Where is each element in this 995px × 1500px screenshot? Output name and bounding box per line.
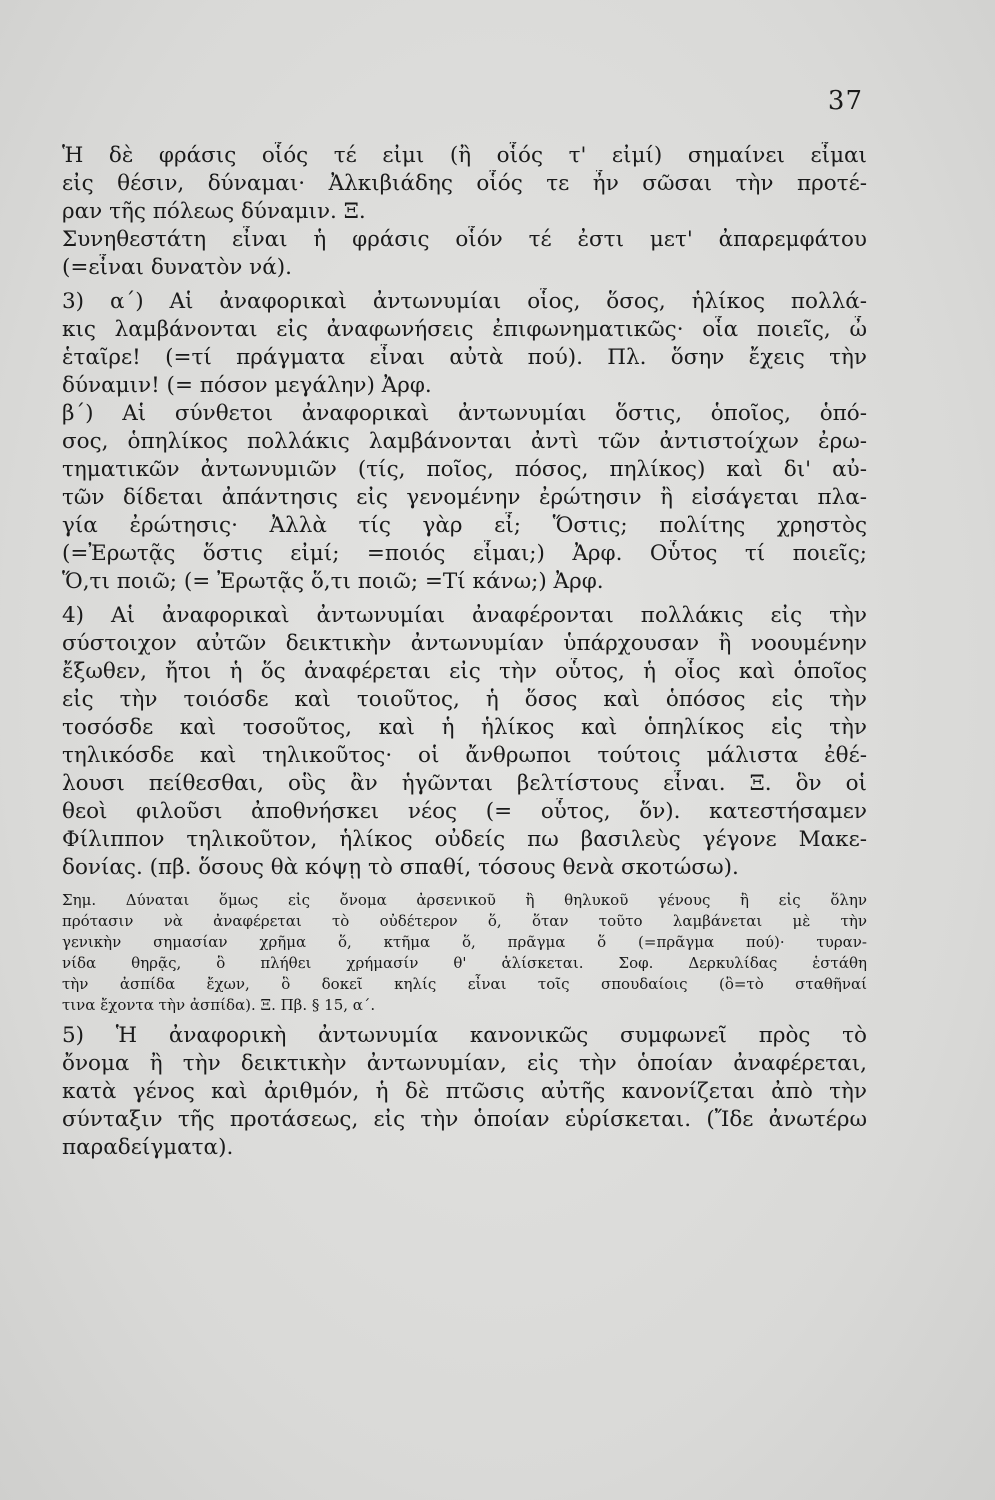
- text-line: τηλικόσδε καὶ τηλικοῦτος· οἱ ἄνθρωποι τούτοις μάλιστα ἐθέ-: [62, 743, 867, 768]
- note-line: τὴν ἀσπίδα ἔχων, ὃ δοκεῖ κηλίς εἶναι τοῖς σπουδαίοις (ὃ=τὸ σταθῆναί: [62, 975, 867, 993]
- text-line: σύστοιχον αὐτῶν δεικτικὴν ἀντωνυμίαν ὑπάρχουσαν ἢ νοουμένην: [62, 631, 867, 656]
- text-line: ἔξωθεν, ἤτοι ἡ ὅς ἀναφέρεται εἰς τὴν οὗτος, ἡ οἷος καὶ ὁποῖος: [62, 659, 867, 684]
- text-line: ραν τῆς πόλεως δύναμιν. Ξ.: [62, 199, 366, 224]
- text-line: (=εἶναι δυνατὸν νά).: [62, 255, 292, 280]
- text-line: (=Ἐρωτᾷς ὅστις εἰμί; =ποιός εἶμαι;) Ἀρφ. Οὗτος τί ποιεῖς;: [62, 541, 867, 566]
- paragraph-4: [62, 400, 867, 596]
- paragraph-5: [62, 602, 867, 882]
- text-line: Ὅ,τι ποιῶ; (= Ἐρωτᾷς ὅ,τι ποιῶ; =Τί κάνω;) Ἀρφ.: [62, 569, 604, 594]
- text-line: εἰς θέσιν, δύναμαι· Ἀλκιβιάδης οἷός τε ἦν σῶσαι τὴν προτέ-: [62, 171, 867, 196]
- text-line: Συνηθεστάτη εἶναι ἡ φράσις οἷόν τέ ἐστι μετ' ἀπαρεμφάτου: [62, 227, 867, 252]
- text-line: κατὰ γένος καὶ ἀριθμόν, ἡ δὲ πτῶσις αὐτῆς κανονίζεται ἀπὸ τὴν: [62, 1079, 867, 1104]
- text-line: δύναμιν! (= πόσον μεγάλην) Ἀρφ.: [62, 373, 432, 398]
- text-line: σύνταξιν τῆς προτάσεως, εἰς τὴν ὁποίαν εὑρίσκεται. (Ἴδε ἀνωτέρω: [62, 1107, 867, 1132]
- text-line: σος, ὁπηλίκος πολλάκις λαμβάνονται ἀντὶ τῶν ἀντιστοίχων ἐρω-: [62, 429, 867, 454]
- footnote: [62, 890, 867, 1016]
- text-line: Φίλιππον τηλικοῦτον, ἡλίκος οὐδείς πω βασιλεὺς γέγονε Μακε-: [62, 827, 867, 852]
- text-line: εἰς τὴν τοιόσδε καὶ τοιοῦτος, ἡ ὅσος καὶ ὁπόσος εἰς τὴν: [62, 687, 867, 712]
- note-line: γενικὴν σημασίαν χρῆμα ὅ, κτῆμα ὅ, πρᾶγμα ὅ (=πρᾶγμα πού)· τυραν-: [62, 933, 867, 951]
- text-line: ὄνομα ἢ τὴν δεικτικὴν ἀντωνυμίαν, εἰς τὴν ὁποίαν ἀναφέρεται,: [62, 1051, 867, 1076]
- text-line: ἑταῖρε! (=τί πράγματα εἶναι αὐτὰ πού). Πλ. ὅσην ἔχεις τὴν: [62, 345, 867, 370]
- text-line: γία ἐρώτησις· Ἀλλὰ τίς γὰρ εἶ; Ὅστις; πολίτης χρηστὸς: [62, 513, 867, 538]
- text-line: θεοὶ φιλοῦσι ἀποθνήσκει νέος (= οὗτος, ὅν). κατεστήσαμεν: [62, 799, 867, 824]
- text-line: τοσόσδε καὶ τοσοῦτος, καὶ ἡ ἡλίκος καὶ ὁπηλίκος εἰς τὴν: [62, 715, 867, 740]
- text-line: 5) Ἡ ἀναφορικὴ ἀντωνυμία κανονικῶς συμφωνεῖ πρὸς τὸ: [62, 1023, 867, 1048]
- text-line: κις λαμβάνονται εἰς ἀναφωνήσεις ἐπιφωνηματικῶς· οἷα ποιεῖς, ὦ: [62, 317, 867, 342]
- text-line: β΄) Αἱ σύνθετοι ἀναφορικαὶ ἀντωνυμίαι ὅστις, ὁποῖος, ὁπό-: [62, 401, 867, 426]
- note-line: Σημ. Δύναται ὅμως εἰς ὄνομα ἀρσενικοῦ ἢ θηλυκοῦ γένους ἢ εἰς ὅλην: [62, 891, 867, 909]
- text-line: Ἡ δὲ φράσις οἷός τέ εἰμι (ἢ οἷός τ' εἰμί) σημαίνει εἶμαι: [62, 143, 867, 168]
- page-number: 37: [827, 86, 863, 116]
- paragraph-3: [62, 288, 867, 400]
- text-line: τηματικῶν ἀντωνυμιῶν (τίς, ποῖος, πόσος, πηλίκος) καὶ δι' αὐ-: [62, 457, 867, 482]
- page-body: [62, 142, 867, 1162]
- text-line: 4) Αἱ ἀναφορικαὶ ἀντωνυμίαι ἀναφέρονται πολλάκις εἰς τὴν: [62, 603, 867, 628]
- text-line: 3) α΄) Αἱ ἀναφορικαὶ ἀντωνυμίαι οἷος, ὅσος, ἡλίκος πολλά-: [62, 289, 867, 314]
- paragraph-2: [62, 226, 867, 282]
- text-line: παραδείγματα).: [62, 1135, 234, 1160]
- note-line: πρότασιν νὰ ἀναφέρεται τὸ οὐδέτερον ὅ, ὅταν τοῦτο λαμβάνεται μὲ τὴν: [62, 912, 867, 930]
- text-line: λουσι πείθεσθαι, οὓς ἂν ἡγῶνται βελτίστους εἶναι. Ξ. ὃν οἱ: [62, 771, 867, 796]
- note-line: νίδα θηρᾷς, ὃ πλήθει χρήμασίν θ' ἁλίσκεται. Σοφ. Δερκυλίδας ἑστάθη: [62, 954, 867, 972]
- note-line: τινα ἔχοντα τὴν ἀσπίδα). Ξ. Πβ. § 15, α΄.: [62, 996, 376, 1014]
- text-line: τῶν δίδεται ἀπάντησις εἰς γενομένην ἐρώτησιν ἢ εἰσάγεται πλα-: [62, 485, 867, 510]
- paragraph-1: [62, 142, 867, 226]
- final-paragraph: [62, 1022, 867, 1162]
- text-line: δονίας. (πβ. ὅσους θὰ κόψῃ τὸ σπαθί, τόσους θενὰ σκοτώσω).: [62, 855, 739, 880]
